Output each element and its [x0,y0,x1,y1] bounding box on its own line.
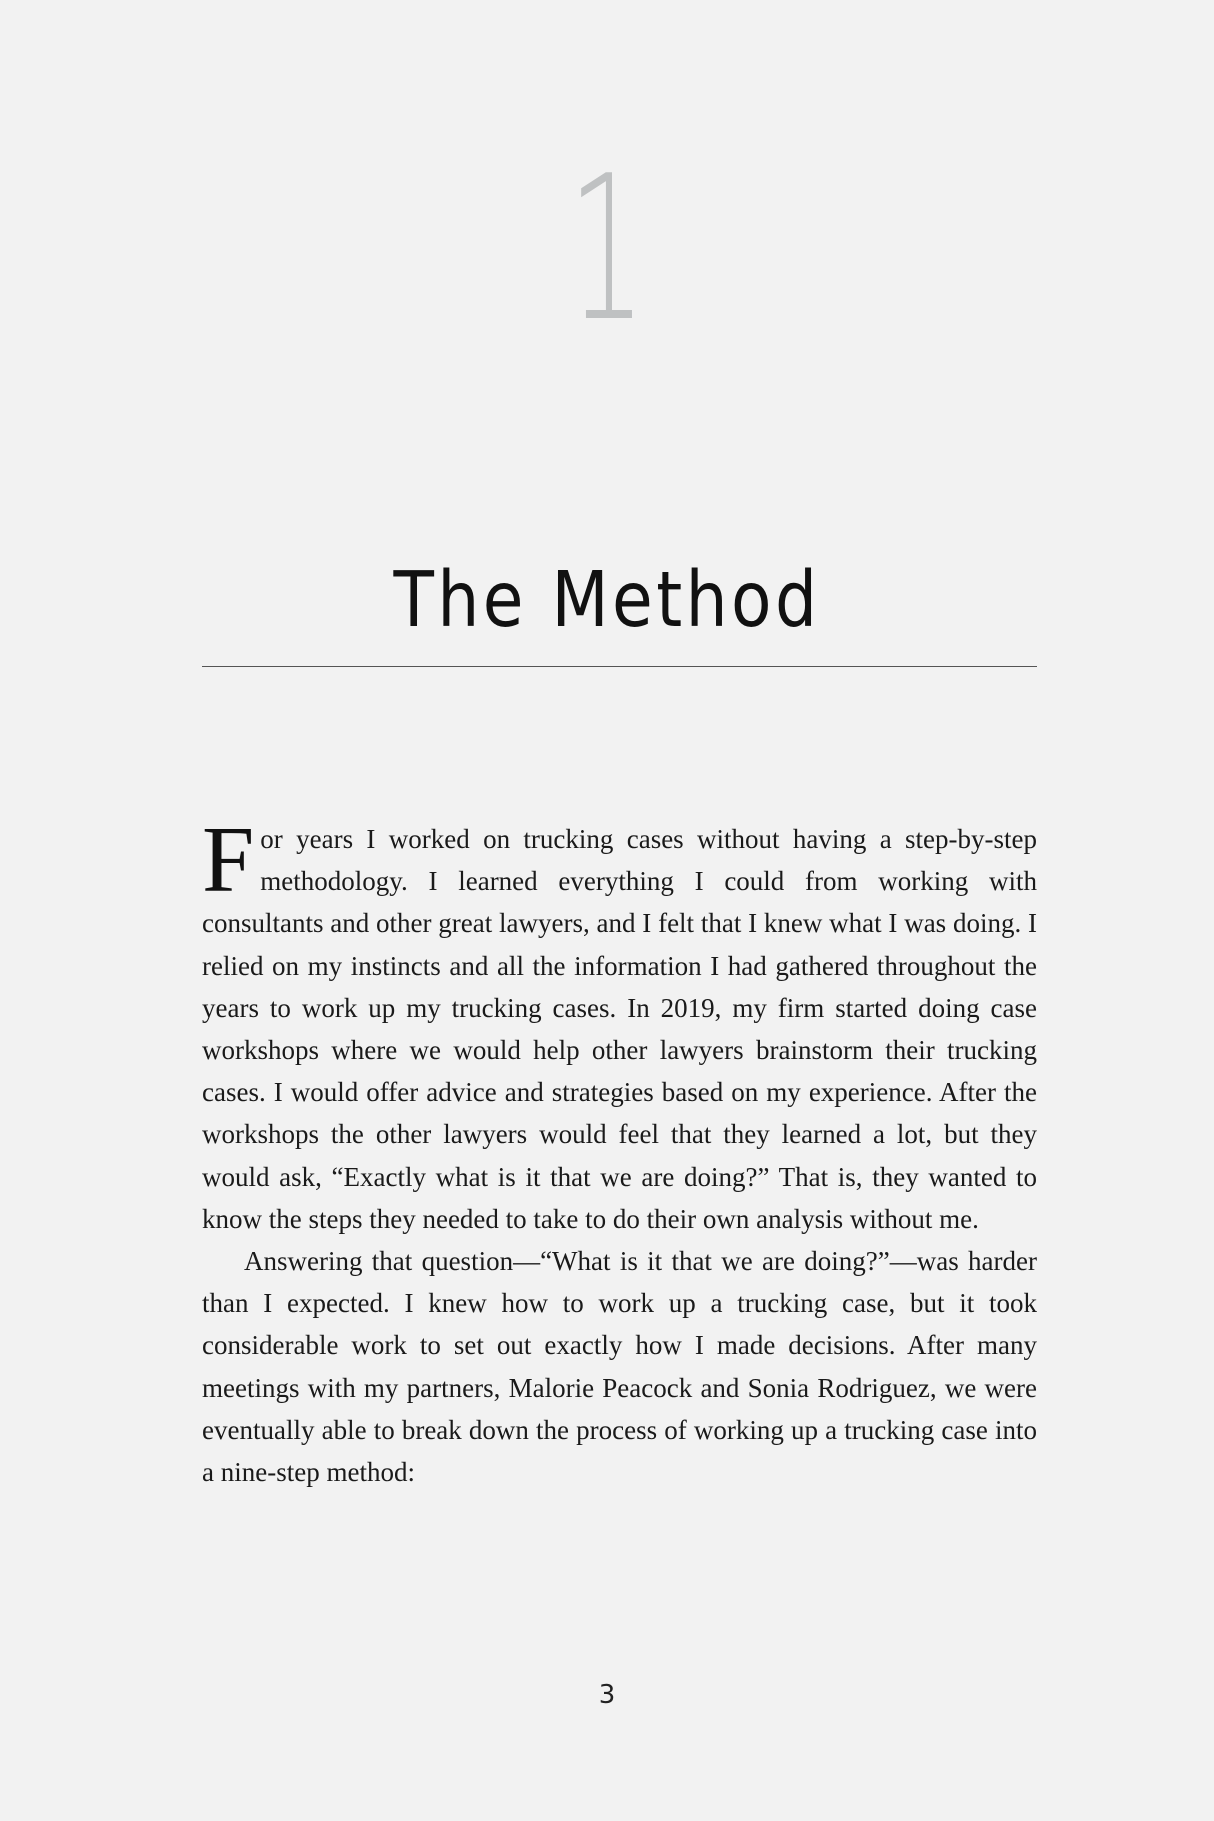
chapter-title: The Method [393,556,821,645]
chapter-body [202,808,1037,1493]
chapter-number: 1 [567,133,647,366]
paragraph-1 [202,808,1037,1240]
page-number: 3 [598,1680,616,1710]
paragraph-1-text: or years I worked on trucking cases without having a step-by-step methodology. I learned everything I could from working with consultants and other great lawyers, and I felt that I knew what I was doing. I relied on my instincts and all the information I had gathered throughout the years to work up my trucking cases. In 2019, my firm started doing case workshops where we would help other lawyers brainstorm their trucking cases. I would offer advice and strategies based on my experience. After the workshops the other lawyers would feel that they learned a lot, but they would ask, “Exactly what is it that we are doing?” That is, they wanted to know the steps they needed to take to do their own analysis without me. [202,824,1037,1234]
drop-cap: F [202,808,255,912]
paragraph-2: Answering that question—“What is it that we are doing?”—was harder than I expected. I knew how to work up a trucking case, but it took considerable work to set out exactly how I made decisions. After many meetings with my partners, Malorie Peacock and Sonia Rodriguez, we were eventually able to break down the process of working up a trucking case into a nine-step method: [202,1246,1037,1488]
title-divider [202,666,1037,667]
